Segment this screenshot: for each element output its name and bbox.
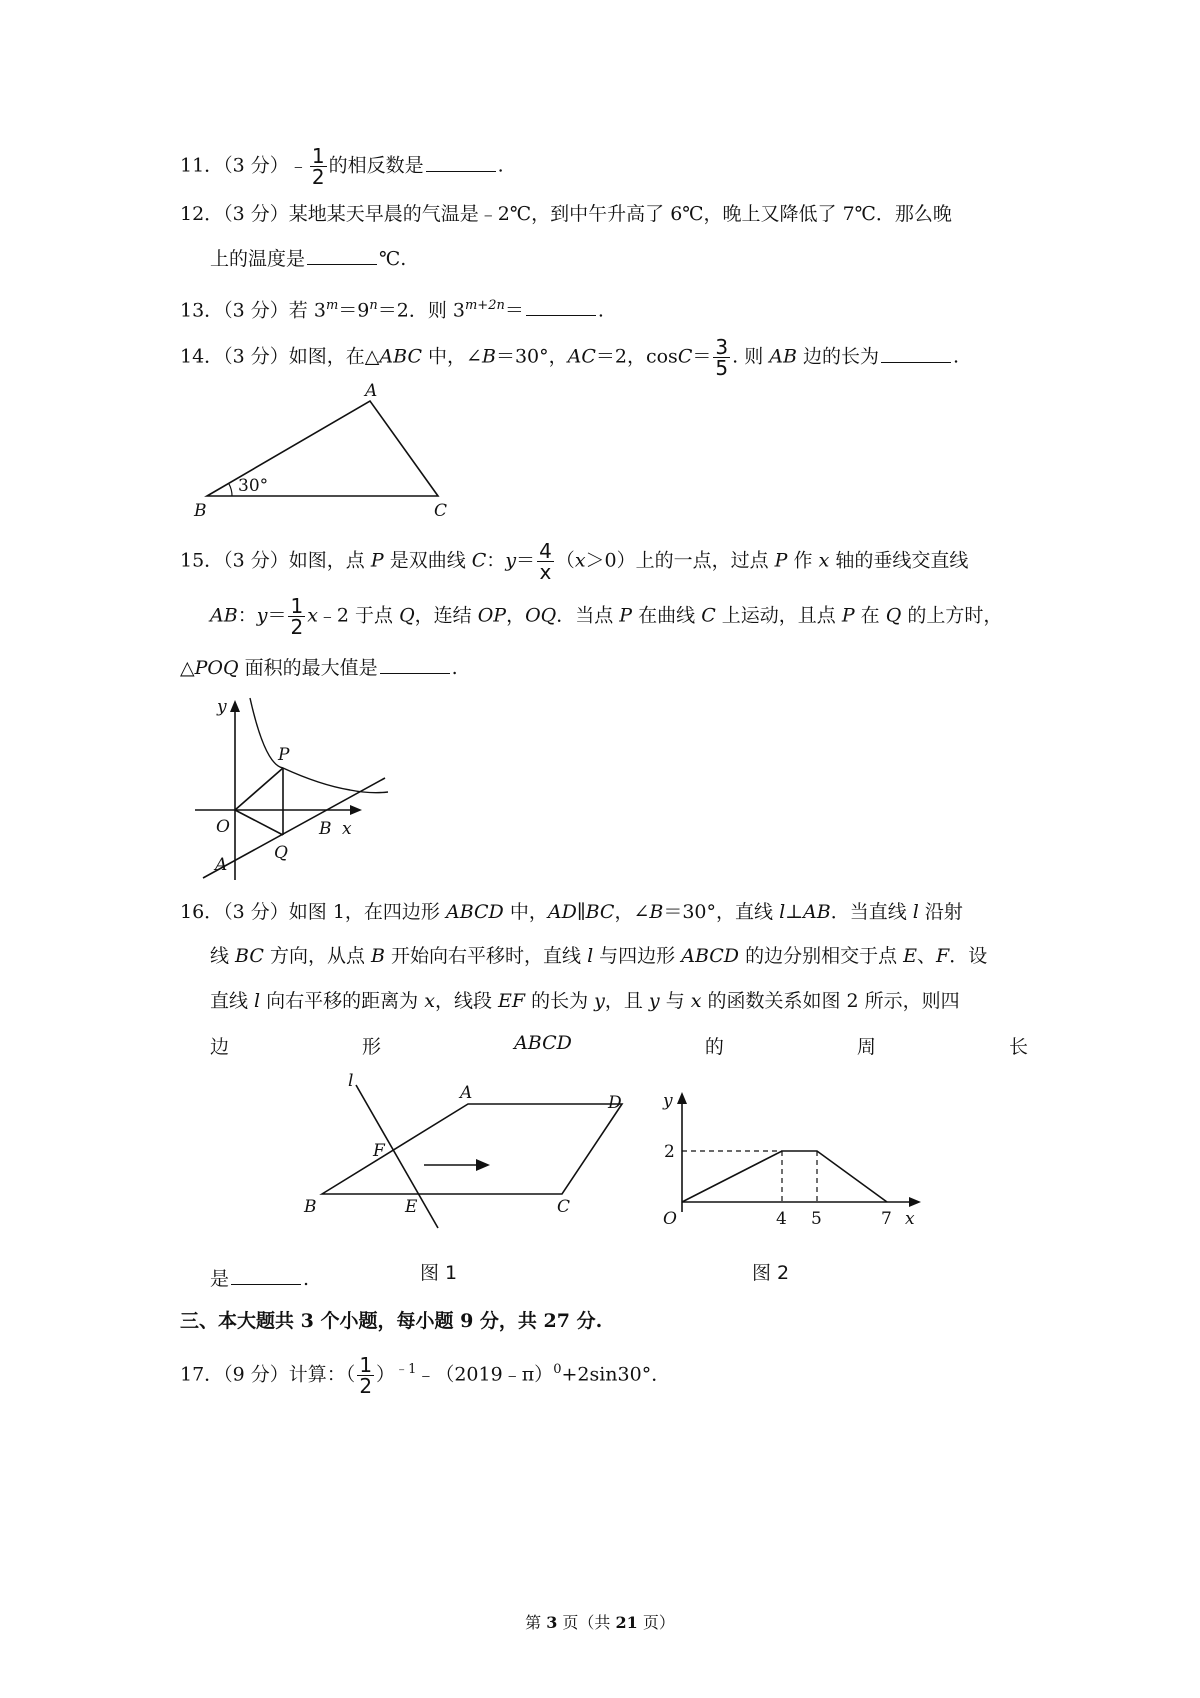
q15-e: ： xyxy=(486,549,506,572)
q16-3l: x xyxy=(690,990,702,1012)
q15-f: y xyxy=(505,549,517,572)
q16-2b: BC xyxy=(235,945,264,967)
q16-1b: ABCD xyxy=(445,901,504,923)
q17-exp1: ﹣1 xyxy=(395,1362,417,1378)
q16-2f: l xyxy=(587,945,594,967)
q16-3e: ，线段 xyxy=(434,990,498,1012)
line-l xyxy=(356,1085,438,1228)
q16-3f: EF xyxy=(497,990,526,1012)
q16-1n: l xyxy=(912,901,919,923)
q13-exp-n: n xyxy=(369,298,378,313)
q11-number: 11．（3 分） xyxy=(180,154,289,177)
question-16-line5 xyxy=(210,1264,309,1292)
quadrilateral-abcd xyxy=(322,1104,622,1194)
q16-2g: 与四边形 xyxy=(593,945,682,967)
q16-4-w1: 边 xyxy=(210,1036,230,1058)
question-15-line2 xyxy=(210,596,1002,637)
q16-1c: 中， xyxy=(503,901,548,923)
q15-d: C xyxy=(471,549,487,572)
question-12-line2 xyxy=(210,244,406,272)
q15-2p: 上运动，且点 xyxy=(715,604,842,627)
q16-5a: 是 xyxy=(210,1268,230,1290)
question-11 xyxy=(180,146,504,187)
q15-frac2-num: 1 xyxy=(290,594,304,618)
fig2-x-arrow xyxy=(909,1197,921,1207)
q11-neg: ﹣ xyxy=(288,154,308,177)
q16-4-w5: 周 xyxy=(856,1036,876,1058)
q15-2g: Q xyxy=(399,604,415,627)
angle-b-arc xyxy=(229,484,232,496)
q13-answer-blank[interactable] xyxy=(526,295,596,316)
label-o: O xyxy=(216,817,230,837)
fig2-tick-7: 7 xyxy=(881,1209,892,1229)
q14-t3: 中，∠ xyxy=(422,345,482,368)
q13-number: 13．（3 分）若 xyxy=(180,299,314,322)
angle-30-label: 30° xyxy=(238,476,269,496)
label-x: x xyxy=(342,819,352,839)
fig2-label-y: y xyxy=(663,1091,673,1111)
q13-eq: ＝ xyxy=(504,299,524,322)
q15-2h: ，连结 xyxy=(414,604,478,627)
q15-frac-den: x xyxy=(539,560,552,584)
q14-triangle-figure xyxy=(190,380,470,525)
label-d: D xyxy=(608,1093,622,1113)
page-footer xyxy=(0,1610,1200,1633)
footer-b: 页（共 xyxy=(557,1613,616,1632)
q15-answer-blank[interactable] xyxy=(380,653,450,674)
q17-frac-num: 1 xyxy=(359,1353,373,1377)
q15-2b: ： xyxy=(237,604,257,627)
q15-frac2-den: 2 xyxy=(290,615,304,639)
label-e: E xyxy=(405,1197,418,1217)
q16-1j: l xyxy=(779,901,786,923)
q17-d: +2sin30°． xyxy=(561,1363,671,1386)
label-c: C xyxy=(434,501,448,521)
q16-answer-blank[interactable] xyxy=(231,1264,301,1285)
label-a: A xyxy=(215,855,228,875)
q15-2m: P xyxy=(619,604,633,627)
fig1-caption: 图 1 xyxy=(420,1262,458,1284)
q16-2c: 方向，从点 xyxy=(263,945,371,967)
q14-t12: 边的长为 xyxy=(796,345,879,368)
q16-4-w3: ABCD xyxy=(514,1032,572,1054)
x-axis-arrow xyxy=(350,805,362,815)
q15-3b: POQ xyxy=(194,657,239,679)
q15-fraction-2 xyxy=(288,596,305,637)
q12-text: 上的温度是 xyxy=(210,248,306,270)
fig2-tick-4: 4 xyxy=(776,1209,787,1229)
q16-2m: ．设 xyxy=(949,945,988,967)
q11-fraction xyxy=(310,146,327,187)
q14-answer-blank[interactable] xyxy=(881,342,951,363)
label-a: A xyxy=(460,1083,473,1103)
label-y: y xyxy=(217,697,227,717)
q15-2c: y xyxy=(256,604,268,627)
q15-3c: 面积的最大值是 xyxy=(238,657,378,679)
q16-2e: 开始向右平移时，直线 xyxy=(384,945,588,967)
q16-2l: F xyxy=(936,945,950,967)
q15-i: x xyxy=(574,549,586,572)
q11-frac-den: 2 xyxy=(311,165,325,189)
q12-answer-blank[interactable] xyxy=(307,244,377,265)
q16-4-w6: 长 xyxy=(1008,1036,1028,1058)
q16-1d: AD xyxy=(547,901,577,923)
q11-end: . xyxy=(497,154,504,177)
q15-2j: ， xyxy=(506,604,526,627)
q15-2l: ．当点 xyxy=(556,604,620,627)
segment-oq xyxy=(235,810,283,835)
q15-2k: OQ xyxy=(525,604,557,627)
q15-fraction-1 xyxy=(537,541,554,582)
q14-t11: AB xyxy=(769,345,797,368)
footer-c: 页） xyxy=(637,1613,675,1632)
q15-hyperbola-figure xyxy=(190,690,430,885)
footer-total-pages: 21 xyxy=(615,1613,638,1632)
q11-text: 的相反数是 xyxy=(328,154,424,177)
q16-3i: ，且 xyxy=(604,990,649,1012)
question-13 xyxy=(180,293,604,323)
label-b: B xyxy=(319,819,332,839)
q14-t5: ＝30°， xyxy=(495,345,568,368)
question-16-line1 xyxy=(180,899,963,925)
q16-3h: y xyxy=(594,990,605,1012)
q16-1f: BC xyxy=(585,901,615,923)
y-axis-arrow xyxy=(230,700,240,712)
q15-l: 作 xyxy=(787,549,819,572)
q15-g: ＝ xyxy=(516,549,536,572)
q11-answer-blank[interactable] xyxy=(426,151,496,172)
q16-end: . xyxy=(303,1268,310,1290)
q16-3b: l xyxy=(254,990,261,1012)
q16-3m: 的函数关系如图 2 所示，则四 xyxy=(701,990,960,1012)
q14-t10: . 则 xyxy=(732,345,770,368)
label-q: Q xyxy=(274,843,288,863)
fig2-function-graph xyxy=(682,1151,887,1202)
section-3-heading: 三、本大题共 3 个小题，每小题 9 分，共 27 分. xyxy=(180,1310,603,1332)
q15-n: 轴的垂线交直线 xyxy=(829,549,969,572)
q15-h: （ xyxy=(555,549,575,572)
q15-2t: 的上方时， xyxy=(901,604,1003,627)
q16-1h: B xyxy=(649,901,664,923)
q16-3c: 向右平移的距离为 xyxy=(260,990,425,1012)
fig2-label-x: x xyxy=(905,1209,915,1229)
q13-exp-m2n: m+2n xyxy=(464,298,505,313)
q16-3k: 与 xyxy=(659,990,691,1012)
q15-m: x xyxy=(818,549,830,572)
q15-2s: Q xyxy=(885,604,902,627)
q14-t4: B xyxy=(481,345,496,368)
q17-frac-den: 2 xyxy=(359,1374,373,1398)
fig2-tick-2: 2 xyxy=(664,1142,675,1162)
line-ab xyxy=(203,778,385,878)
q16-1m: ．当直线 xyxy=(830,901,913,923)
q13-exp-m: m xyxy=(325,298,339,313)
q13-end: . xyxy=(597,299,604,322)
fig2-tick-5: 5 xyxy=(811,1209,822,1229)
q15-b: P xyxy=(370,549,384,572)
q15-2d: ＝ xyxy=(267,604,287,627)
q15-2n: 在曲线 xyxy=(632,604,702,627)
footer-page-number: 3 xyxy=(546,1613,558,1632)
q16-3j: y xyxy=(648,990,660,1012)
q16-3g: 的长为 xyxy=(525,990,595,1012)
q15-j: ＞0）上的一点，过点 xyxy=(585,549,775,572)
q16-2k: 、 xyxy=(917,945,937,967)
q16-3d: x xyxy=(424,990,435,1012)
q15-end: . xyxy=(451,657,458,679)
q15-k: P xyxy=(774,549,788,572)
q17-c: ﹣（2019﹣π） xyxy=(416,1363,554,1386)
q14-t7: ＝2，cos xyxy=(595,345,678,368)
label-l: l xyxy=(348,1071,354,1091)
q15-2a: AB xyxy=(210,604,238,627)
q15-2q: P xyxy=(841,604,855,627)
label-c: C xyxy=(557,1197,571,1217)
q15-3a: △ xyxy=(180,657,195,679)
label-b: B xyxy=(194,501,207,521)
q16-1e: ∥ xyxy=(576,901,586,923)
question-16-line3 xyxy=(210,988,960,1014)
q16-2i: 的边分别相交于点 xyxy=(739,945,904,967)
question-17 xyxy=(180,1355,670,1396)
q14-t6: AC xyxy=(567,345,596,368)
q17-exp2: 0 xyxy=(553,1362,562,1378)
q13-base-c: ＝2．则 3 xyxy=(377,299,465,322)
q16-1i: ＝30°，直线 xyxy=(663,901,780,923)
question-16-line4 xyxy=(210,1032,1028,1059)
q16-2j: E xyxy=(903,945,918,967)
q14-frac-num: 3 xyxy=(715,335,729,359)
q15-2f: ﹣2 于点 xyxy=(317,604,400,627)
q16-1o: 沿射 xyxy=(918,901,963,923)
q16-2a: 线 xyxy=(210,945,236,967)
q16-figure-2 xyxy=(655,1082,955,1232)
footer-a: 第 xyxy=(525,1613,547,1632)
q16-1g: ，∠ xyxy=(614,901,650,923)
label-p: P xyxy=(278,745,290,765)
label-f: F xyxy=(373,1141,385,1161)
question-15-line3 xyxy=(180,653,458,681)
q17-a: 17．（9 分）计算：（ xyxy=(180,1363,356,1386)
q14-t2: ABC xyxy=(379,345,422,368)
q14-t8: C xyxy=(677,345,693,368)
question-14 xyxy=(180,337,959,378)
q13-base-b: ＝9 xyxy=(338,299,370,322)
q16-4-w2: 形 xyxy=(362,1036,382,1058)
q16-1k: ⊥ xyxy=(785,901,804,923)
q15-2o: C xyxy=(701,604,716,627)
q16-3a: 直线 xyxy=(210,990,255,1012)
q15-2e: x xyxy=(307,604,318,627)
q15-2i: OP xyxy=(477,604,507,627)
q16-1a: 16．（3 分）如图 1，在四边形 xyxy=(180,901,446,923)
q14-t9: ＝ xyxy=(692,345,712,368)
segment-op xyxy=(235,768,283,810)
q15-frac-num: 4 xyxy=(539,539,552,563)
fig2-label-o: O xyxy=(663,1209,677,1229)
label-a: A xyxy=(365,381,378,401)
q11-frac-num: 1 xyxy=(311,144,325,168)
q16-2h: ABCD xyxy=(681,945,740,967)
q14-fraction xyxy=(713,337,730,378)
q14-frac-den: 5 xyxy=(715,356,729,380)
question-12-line1: 12．（3 分）某地某天早晨的气温是﹣2℃，到中午升高了 6℃，晚上又降低了 7℃．那么晚 xyxy=(180,203,952,225)
right-arrow-icon xyxy=(476,1159,490,1171)
q17-b: ） xyxy=(376,1363,396,1386)
fig2-caption: 图 2 xyxy=(752,1262,790,1284)
q15-a: 15．（3 分）如图，点 xyxy=(180,549,371,572)
q17-fraction xyxy=(357,1355,374,1396)
q15-2r: 在 xyxy=(854,604,886,627)
fig2-y-arrow xyxy=(677,1092,687,1104)
q14-end: . xyxy=(952,345,960,368)
q16-4-w4: 的 xyxy=(704,1036,724,1058)
question-15-line1 xyxy=(180,541,968,582)
q12-unit: ℃. xyxy=(379,248,407,270)
label-b: B xyxy=(304,1197,317,1217)
q15-c: 是双曲线 xyxy=(383,549,472,572)
q14-t1: 14．（3 分）如图，在△ xyxy=(180,345,380,368)
q13-base-a: 3 xyxy=(313,299,326,322)
q16-figure-1 xyxy=(300,1070,640,1220)
question-16-line2 xyxy=(210,943,987,969)
q16-1l: AB xyxy=(803,901,831,923)
q16-2d: B xyxy=(371,945,385,967)
